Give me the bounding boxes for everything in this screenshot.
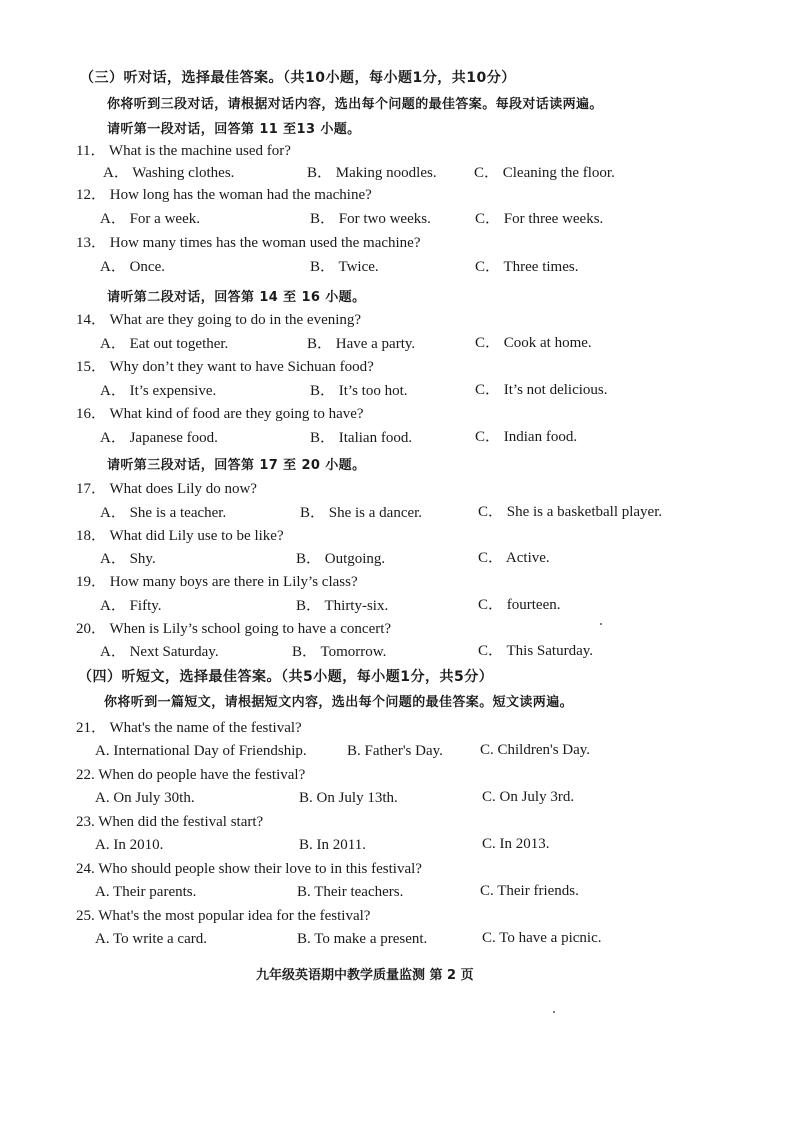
question-18: 18． What did Lily use to be like? xyxy=(76,528,284,544)
option-19-c: C． fourteen. xyxy=(478,597,561,613)
question-17: 17． What does Lily do now? xyxy=(76,481,257,497)
section-3-instruction: 你将听到三段对话，请根据对话内容，选出每个问题的最佳答案。每段对话读两遍。 xyxy=(107,97,603,112)
dialog-3-intro: 请听第三段对话，回答第 17 至 20 小题。 xyxy=(107,458,366,473)
option-15-a: A． It’s expensive. xyxy=(100,383,217,399)
option-25-b: B. To make a present. xyxy=(297,931,428,947)
option-19-b: B． Thirty-six. xyxy=(296,598,389,614)
option-20-a: A． Next Saturday. xyxy=(100,644,219,660)
option-12-b: B． For two weeks. xyxy=(310,211,431,227)
question-12: 12． How long has the woman had the machine? xyxy=(76,187,372,203)
option-24-c: C. Their friends. xyxy=(480,883,579,899)
option-22-b: B. On July 13th. xyxy=(299,790,398,806)
option-25-c: C. To have a picnic. xyxy=(482,930,602,946)
option-11-b: B． Making noodles. xyxy=(307,165,437,181)
option-11-a: A． Washing clothes. xyxy=(103,165,235,181)
section-4-instruction: 你将听到一篇短文，请根据短文内容，选出每个问题的最佳答案。短文读两遍。 xyxy=(104,695,574,710)
scan-speck xyxy=(553,1011,555,1013)
dialog-1-intro: 请听第一段对话，回答第 11 至13 小题。 xyxy=(107,122,361,137)
option-18-b: B． Outgoing. xyxy=(296,551,386,567)
option-18-a: A． Shy. xyxy=(100,551,156,567)
option-13-a: A． Once. xyxy=(100,259,165,275)
option-14-b: B． Have a party. xyxy=(307,336,416,352)
dialog-2-intro: 请听第二段对话，回答第 14 至 16 小题。 xyxy=(107,290,366,305)
question-24: 24. Who should people show their love to in this festival? xyxy=(76,861,422,877)
option-21-a: A. International Day of Friendship. xyxy=(95,743,307,759)
option-16-a: A． Japanese food. xyxy=(100,430,218,446)
option-22-c: C. On July 3rd. xyxy=(482,789,575,805)
option-24-a: A. Their parents. xyxy=(95,884,197,900)
option-21-b: B. Father's Day. xyxy=(347,743,443,759)
section-3-heading: （三）听对话，选择最佳答案。（共10小题，每小题1分，共10分） xyxy=(80,70,516,86)
scan-speck xyxy=(600,623,602,625)
question-22: 22. When do people have the festival? xyxy=(76,767,306,783)
question-11: 11． What is the machine used for? xyxy=(76,143,291,159)
option-12-a: A． For a week. xyxy=(100,211,200,227)
option-17-b: B． She is a dancer. xyxy=(300,505,423,521)
option-16-b: B． Italian food. xyxy=(310,430,413,446)
option-13-c: C． Three times. xyxy=(475,259,579,275)
option-17-a: A． She is a teacher. xyxy=(100,505,227,521)
question-25: 25. What's the most popular idea for the festival? xyxy=(76,908,371,924)
option-14-a: A． Eat out together. xyxy=(100,336,229,352)
question-16: 16． What kind of food are they going to have? xyxy=(76,406,364,422)
option-24-b: B. Their teachers. xyxy=(297,884,404,900)
option-22-a: A. On July 30th. xyxy=(95,790,195,806)
question-20: 20． When is Lily’s school going to have a concert? xyxy=(76,621,392,637)
option-15-b: B． It’s too hot. xyxy=(310,383,408,399)
section-4-heading: （四）听短文，选择最佳答案。（共5小题，每小题1分，共5分） xyxy=(78,669,494,685)
option-18-c: C． Active. xyxy=(478,550,550,566)
option-16-c: C． Indian food. xyxy=(475,429,578,445)
option-17-c: C． She is a basketball player. xyxy=(478,504,663,520)
option-20-b: B． Tomorrow. xyxy=(292,644,387,660)
question-21: 21． What's the name of the festival? xyxy=(76,720,302,736)
option-23-a: A. In 2010. xyxy=(95,837,164,853)
question-23: 23. When did the festival start? xyxy=(76,814,264,830)
option-21-c: C. Children's Day. xyxy=(480,742,591,758)
option-13-b: B． Twice. xyxy=(310,259,379,275)
option-14-c: C． Cook at home. xyxy=(475,335,592,351)
option-25-a: A. To write a card. xyxy=(95,931,207,947)
option-23-c: C. In 2013. xyxy=(482,836,550,852)
question-19: 19． How many boys are there in Lily’s class? xyxy=(76,574,358,590)
question-13: 13． How many times has the woman used the machine? xyxy=(76,235,421,251)
question-14: 14． What are they going to do in the evening? xyxy=(76,312,362,328)
option-23-b: B. In 2011. xyxy=(299,837,366,853)
page-footer: 九年级英语期中教学质量监测 第 2 页 xyxy=(256,968,474,983)
option-20-c: C． This Saturday. xyxy=(478,643,593,659)
option-19-a: A． Fifty. xyxy=(100,598,162,614)
option-15-c: C． It’s not delicious. xyxy=(475,382,608,398)
option-12-c: C． For three weeks. xyxy=(475,211,604,227)
question-15: 15． Why don’t they want to have Sichuan food? xyxy=(76,359,374,375)
option-11-c: C． Cleaning the floor. xyxy=(474,165,615,181)
